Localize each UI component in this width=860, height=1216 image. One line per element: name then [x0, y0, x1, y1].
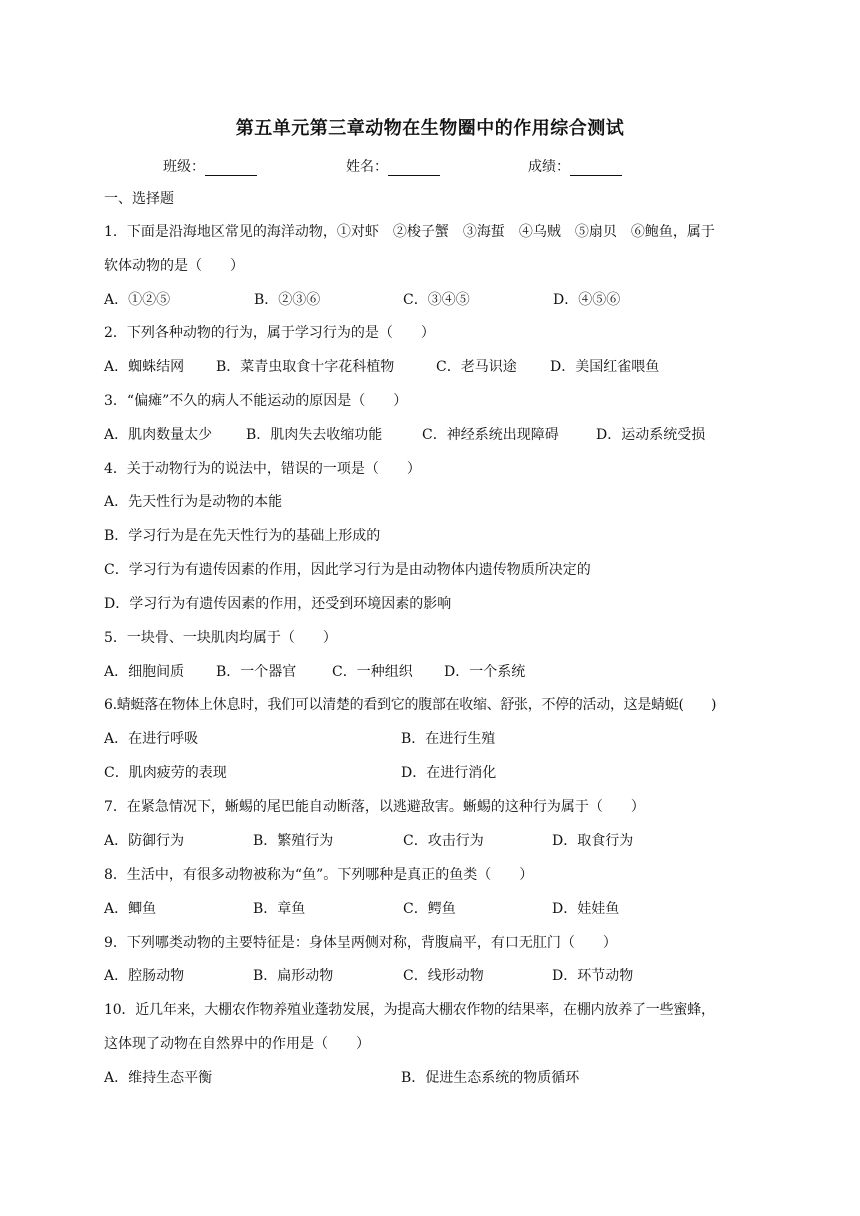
class-label: 班级：: [163, 159, 205, 175]
option-a: A．鲫鱼: [104, 901, 157, 917]
option-c: C．③④⑤: [403, 292, 470, 308]
option-c: C．一种组织: [332, 664, 413, 680]
option-c: C．老马识途: [436, 359, 517, 375]
option-a: A．细胞间质: [104, 664, 185, 680]
question-text: 3．“偏瘫”不久的病人不能运动的原因是（ ）: [104, 393, 408, 409]
question-text: 4．关于动物行为的说法中，错误的一项是（ ）: [104, 461, 421, 477]
option-a: A．腔肠动物: [104, 968, 185, 984]
option-b: B．②③⑥: [254, 292, 321, 308]
option-c: C．学习行为有遗传因素的作用，因此学习行为是由动物体内遗传物质所决定的: [104, 562, 591, 578]
name-label: 姓名：: [346, 159, 388, 175]
option-d: D．娃娃鱼: [552, 901, 620, 917]
option-d: D．运动系统受损: [596, 427, 706, 443]
score-label: 成绩：: [528, 159, 570, 175]
option-c: C．线形动物: [403, 968, 484, 984]
class-field: [163, 156, 257, 176]
score-blank: [570, 161, 622, 176]
option-d: D．取食行为: [552, 833, 634, 849]
question-text: 5．一块骨、一块肌肉均属于（ ）: [104, 630, 337, 646]
option-a: A．肌肉数量太少: [104, 427, 213, 443]
option-a: A．维持生态平衡: [104, 1070, 213, 1086]
question-text: 10．近几年来，大棚农作物养殖业蓬勃发展，为提高大棚农作物的结果率，在棚内放养了一些蜜蜂，: [104, 1002, 715, 1018]
question-text: 这体现了动物在自然界中的作用是（ ）: [104, 1036, 370, 1052]
question-text: 9．下列哪类动物的主要特征是：身体呈两侧对称，背腹扁平，有口无肛门（ ）: [104, 935, 617, 951]
option-b: B．一个器官: [216, 664, 297, 680]
option-b: B．繁殖行为: [253, 833, 334, 849]
option-c: C．鳄鱼: [403, 901, 456, 917]
option-d: D．环节动物: [552, 968, 634, 984]
name-blank: [388, 161, 440, 176]
option-b: B．促进生态系统的物质循环: [401, 1070, 580, 1086]
option-d: D．在进行消化: [401, 765, 497, 781]
question-text: 1．下面是沿海地区常见的海洋动物，①对虾 ②梭子蟹 ③海蜇 ④乌贼 ⑤扇贝 ⑥鲍鱼，属于: [104, 224, 715, 240]
class-blank: [205, 161, 257, 176]
name-field: [346, 156, 440, 176]
option-b: B．在进行生殖: [401, 731, 496, 747]
option-d: D．美国红雀喂鱼: [550, 359, 660, 375]
option-a: A．①②⑤: [104, 292, 171, 308]
option-d: D．④⑤⑥: [553, 292, 621, 308]
option-b: B．学习行为是在先天性行为的基础上形成的: [104, 528, 381, 544]
option-a: A．先天性行为是动物的本能: [104, 494, 283, 510]
question-text: 8．生活中，有很多动物被称为“鱼”。下列哪种是真正的鱼类（ ）: [104, 867, 534, 883]
score-field: [528, 156, 622, 176]
option-b: B．扁形动物: [253, 968, 334, 984]
option-b: B．章鱼: [253, 901, 306, 917]
option-d: D．一个系统: [444, 664, 526, 680]
option-c: C．肌肉疲劳的表现: [104, 765, 227, 781]
question-text: 2．下列各种动物的行为，属于学习行为的是（ ）: [104, 325, 435, 341]
page-title: 第五单元第三章动物在生物圈中的作用综合测试: [235, 118, 625, 139]
option-b: B．肌肉失去收缩功能: [246, 427, 383, 443]
question-text: 7．在紧急情况下，蜥蜴的尾巴能自动断落，以逃避敌害。蜥蜴的这种行为属于（ ）: [104, 799, 645, 815]
question-text: 软体动物的是（ ）: [104, 258, 244, 274]
question-text: 6.蜻蜓落在物体上休息时，我们可以清楚的看到它的腹部在收缩、舒张，不停的活动，这是蜻蜓( ): [104, 697, 717, 713]
option-a: A．在进行呼吸: [104, 731, 199, 747]
option-c: C．神经系统出现障碍: [422, 427, 559, 443]
option-c: C．攻击行为: [403, 833, 484, 849]
option-a: A．防御行为: [104, 833, 185, 849]
option-b: B．菜青虫取食十字花科植物: [216, 359, 395, 375]
option-d: D．学习行为有遗传因素的作用，还受到环境因素的影响: [104, 596, 452, 612]
section-heading: 一、选择题: [104, 191, 174, 207]
option-a: A．蜘蛛结网: [104, 359, 185, 375]
